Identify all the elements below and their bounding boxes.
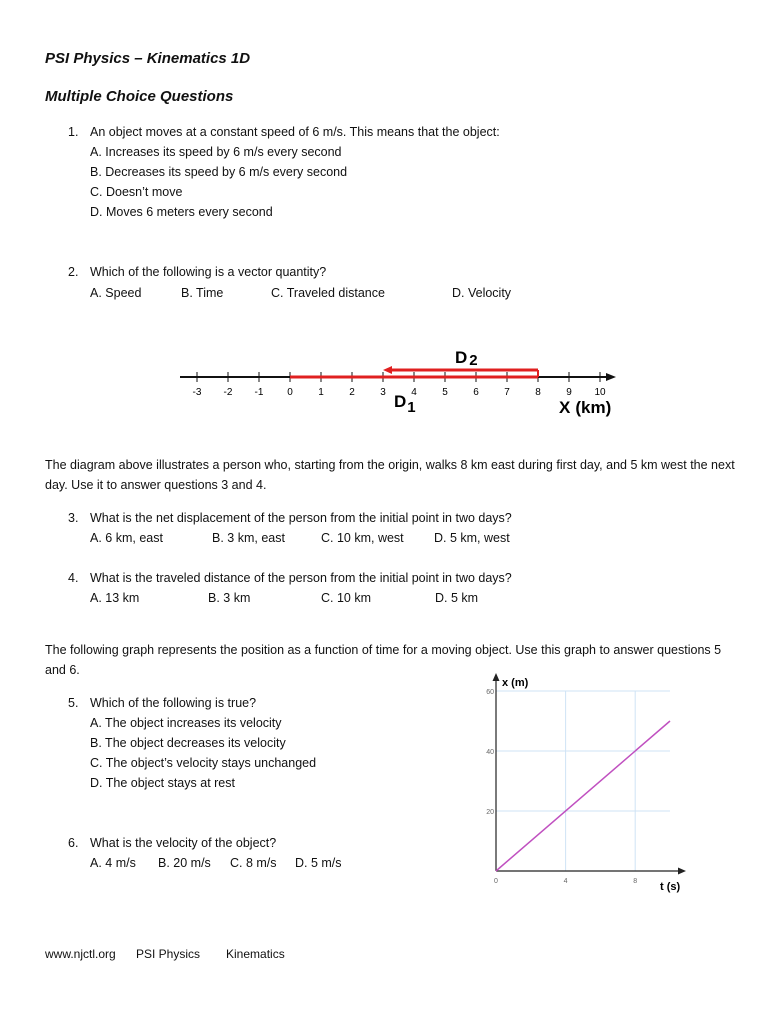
graph-description: The following graph represents the position as a function of time for a moving object. Use this graph to answer questions 5 and 6.	[45, 643, 722, 677]
question-text: What is the velocity of the object?	[90, 836, 277, 850]
option-c: C. The object’s velocity stays unchanged	[90, 756, 317, 770]
x-axis-arrowhead	[678, 868, 686, 875]
y-axis-arrowhead	[493, 673, 500, 681]
option-a: A. 13 km	[90, 591, 140, 605]
question-number: 4.	[68, 571, 79, 585]
option-d: D. The object stays at rest	[90, 776, 235, 790]
option-a: A. 6 km, east	[90, 531, 163, 545]
option-a: A. The object increases its velocity	[90, 716, 282, 730]
option-a: A. Speed	[90, 286, 142, 300]
number-line-tick-label: -1	[254, 387, 264, 398]
option-b: B. 3 km	[208, 591, 251, 605]
position-series-line	[496, 721, 670, 871]
number-line-tick-label: 8	[535, 387, 541, 398]
x-tick-label: 4	[563, 878, 568, 885]
question-number: 5.	[68, 696, 79, 710]
number-line-tick-label: 3	[380, 387, 386, 398]
option-b: B. 3 km, east	[212, 531, 285, 545]
number-line-tick-label: -3	[192, 387, 202, 398]
y-tick-label: 40	[486, 749, 494, 756]
question-number: 2.	[68, 265, 79, 279]
option-b: B. Time	[181, 286, 224, 300]
option-d: D. 5 km, west	[434, 531, 510, 545]
position-time-chart	[470, 670, 700, 900]
y-axis-label: x (m)	[502, 677, 529, 689]
option-c: C. Doesn’t move	[90, 185, 183, 199]
number-line-tick-label: 9	[566, 387, 572, 398]
question-text: Which of the following is true?	[90, 696, 257, 710]
number-line-tick-label: 1	[318, 387, 324, 398]
axis-label: X (km)	[559, 398, 612, 417]
footer-site: www.njctl.org	[45, 947, 116, 961]
y-tick-label: 60	[486, 689, 494, 696]
option-d: D. 5 m/s	[295, 856, 342, 870]
question-text: An object moves at a constant speed of 6 m/s. This means that the object:	[90, 125, 500, 139]
number-line-tick-label: 6	[473, 387, 479, 398]
question-number: 3.	[68, 511, 79, 525]
number-line-tick-label: 10	[594, 387, 606, 398]
diagram-description: The diagram above illustrates a person who, starting from the origin, walks 8 km east during first day, and 5 km west the next day. Use it to answer questions 3 and 4.	[45, 458, 735, 492]
option-b: B. 20 m/s	[158, 856, 211, 870]
question-text: Which of the following is a vector quantity?	[90, 265, 327, 279]
option-c: C. 10 km	[321, 591, 372, 605]
section-title: Multiple Choice Questions	[45, 88, 234, 105]
d2-arrowhead	[383, 366, 392, 374]
question-text: What is the traveled distance of the person from the initial point in two days?	[90, 571, 512, 585]
axis-arrowhead	[606, 373, 616, 381]
question-number: 6.	[68, 836, 79, 850]
option-b: B. Decreases its speed by 6 m/s every second	[90, 165, 348, 179]
footer-topic: Kinematics	[226, 947, 285, 961]
number-line-tick-label: 2	[349, 387, 355, 398]
option-a: A. 4 m/s	[90, 856, 136, 870]
number-line-tick-label: -2	[223, 387, 233, 398]
option-c: C. Traveled distance	[271, 286, 385, 300]
number-line-tick-label: 7	[504, 387, 510, 398]
option-b: B. The object decreases its velocity	[90, 736, 286, 750]
x-tick-label: 8	[633, 878, 638, 885]
y-tick-label: 20	[486, 809, 494, 816]
number-line-tick-label: 4	[411, 387, 417, 398]
option-d: D. Moves 6 meters every second	[90, 205, 273, 219]
x-tick-label: 0	[494, 878, 498, 885]
option-d: D. Velocity	[452, 286, 512, 300]
number-line-tick-label: 5	[442, 387, 448, 398]
option-a: A. Increases its speed by 6 m/s every second	[90, 145, 342, 159]
d1-label: D1	[394, 392, 416, 416]
question-text: What is the net displacement of the person from the initial point in two days?	[90, 511, 512, 525]
option-c: C. 10 km, west	[321, 531, 404, 545]
option-c: C. 8 m/s	[230, 856, 277, 870]
number-line-tick-label: 0	[287, 387, 293, 398]
displacement-number-line	[170, 340, 630, 420]
page-title: PSI Physics – Kinematics 1D	[45, 50, 251, 67]
x-axis-label: t (s)	[660, 881, 681, 893]
question-number: 1.	[68, 125, 79, 139]
option-d: D. 5 km	[435, 591, 479, 605]
d2-label: D 2	[455, 348, 478, 369]
footer-course: PSI Physics	[136, 947, 201, 961]
